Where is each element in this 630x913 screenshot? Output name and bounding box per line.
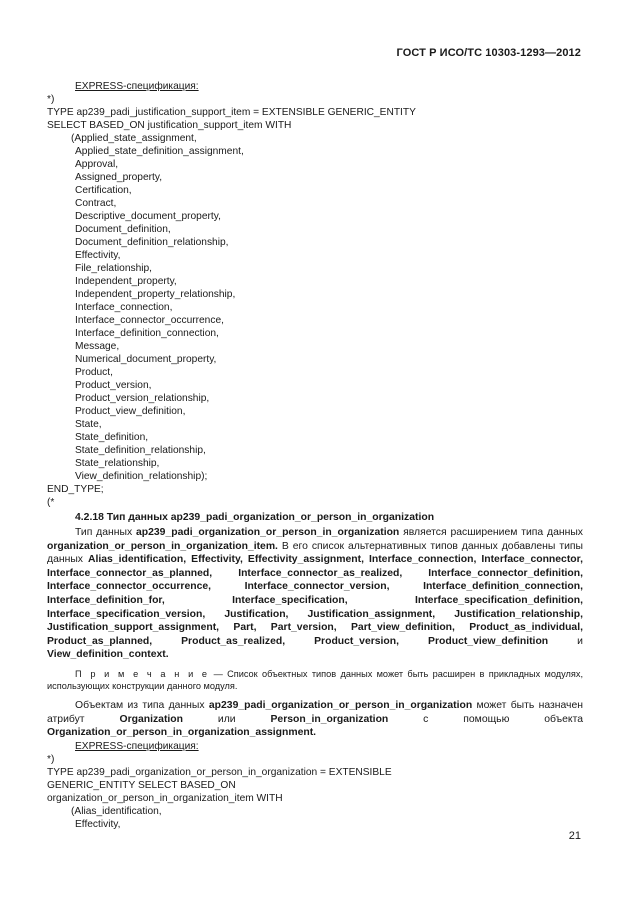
note-text: — Список объектных типов данных может быть расширен в прикладных модулях, использующих конструкции данного модуля.	[47, 668, 583, 692]
select-item: View_definition_relationship);	[75, 471, 208, 482]
section-paragraph: Тип данных ap239_padi_organization_or_person_in_organization является расширением типа данных organization_or_person_in_organization_item. В его список альтернативных типов данных добавлены типы данных Alias_identification, Effectivity, Effectivity_assignment, Interface_connection, Interface_connector, Interface_connector_as_planned, Interface_connector_as_realized, Interface_connector_definition, Interface_connector_occurrence, Interface_connector_version, Interface_definition_connection, Interface_definition_for, Interface_specification, Interface_specification_definition, Interface_specification_version, Justification, Justification_assignment, Justification_relationship, Justification_support_assignment, Part, Part_version, Part_view_definition, Product_as_individual, Product_as_planned, Product_as_realized, Product_version, Product_view_definition и View_definition_context.	[47, 527, 583, 661]
select-item: Contract,	[75, 198, 117, 209]
standard-header: ГОСТ Р ИСО/ТС 10303-1293—2012	[396, 47, 581, 59]
end-type: END_TYPE;	[47, 484, 104, 495]
note	[47, 668, 583, 693]
select-item: Interface_connector_occurrence,	[75, 315, 224, 326]
select-item: Document_definition_relationship,	[75, 237, 229, 248]
select-item: Interface_connection,	[75, 302, 173, 313]
type-name: ap239_padi_organization_or_person_in_organization	[135, 527, 400, 538]
select-item: State_definition_relationship,	[75, 445, 206, 456]
select-item: State_relationship,	[75, 458, 160, 469]
select-item: Numerical_document_property,	[75, 354, 217, 365]
attribute-name: Person_in_organization	[270, 713, 389, 725]
section-title: 4.2.18 Тип данных ap239_padi_organization_or_person_in_organization	[75, 512, 435, 523]
select-item: Product_version_relationship,	[75, 393, 210, 404]
type-name: ap239_padi_organization_or_person_in_organization	[208, 699, 473, 711]
select-item: Effectivity,	[75, 250, 121, 261]
select-item: Product_view_definition,	[75, 406, 186, 417]
select-item: Certification,	[75, 185, 132, 196]
base-type-name: organization_or_person_in_organization_item.	[47, 540, 278, 552]
select-item: Product,	[75, 367, 113, 378]
select-item: Independent_property_relationship,	[75, 289, 236, 300]
select-item: (Alias_identification,	[71, 805, 162, 817]
comment-open: (*	[47, 497, 55, 508]
express-spec-label: EXPRESS-спецификация:	[75, 740, 199, 752]
select-item: Independent_property,	[75, 276, 177, 287]
type-declaration-line: organization_or_person_in_organization_item WITH	[47, 792, 283, 804]
note-label: П р и м е ч а н и е	[75, 668, 210, 679]
select-item: Document_definition,	[75, 224, 171, 235]
select-item: Message,	[75, 341, 120, 352]
select-item: Approval,	[75, 159, 119, 170]
comment-close: *)	[47, 94, 55, 105]
express-spec-label: EXPRESS-спецификация:	[75, 81, 199, 92]
page-number: 21	[568, 830, 581, 842]
section-paragraph: Объектам из типа данных ap239_padi_organization_or_person_in_organization может быть назначен атрибут Organization или Person_in_organization с помощью объекта Organization_or_person_in_organization_assignment.	[47, 699, 584, 739]
assignment-object: Organization_or_person_in_organization_assignment.	[47, 727, 317, 739]
last-added-type: View_definition_context.	[47, 649, 169, 661]
select-item: Descriptive_document_property,	[75, 211, 221, 222]
type-declaration-line: GENERIC_ENTITY SELECT BASED_ON	[47, 779, 236, 791]
page-content	[47, 80, 583, 831]
select-item: Effectivity,	[75, 818, 121, 830]
select-item: Applied_state_definition_assignment,	[75, 146, 244, 157]
select-item: Assigned_property,	[75, 172, 163, 183]
select-item: (Applied_state_assignment,	[71, 133, 197, 144]
comment-close: *)	[47, 753, 55, 765]
type-declaration-line: TYPE ap239_padi_justification_support_item = EXTENSIBLE GENERIC_ENTITY	[47, 107, 416, 118]
select-item: State,	[75, 419, 102, 430]
type-declaration-line: SELECT BASED_ON justification_support_item WITH	[47, 120, 292, 131]
select-item: Interface_definition_connection,	[75, 328, 219, 339]
select-item: State_definition,	[75, 432, 149, 443]
type-declaration-line: TYPE ap239_padi_organization_or_person_in_organization = EXTENSIBLE	[47, 766, 392, 778]
select-item: File_relationship,	[75, 263, 153, 274]
select-item: Product_version,	[75, 380, 152, 391]
attribute-name: Organization	[119, 713, 183, 725]
added-types-list: Alias_identification, Effectivity, Effectivity_assignment, Interface_connection, Interface_connector, Interface_connector_as_planned, Interface_connector_as_realized, Interface_connector_definition, Interface_connector_occurrence, Interface_connector_version, Interface_definition_connection, Interface_definition_for, Interface_specification, Interface_specification_definition, Interface_specification_version, Justification, Justification_assignment, Justification_relationship, Justification_support_assignment, Part, Part_version, Part_view_definition, Product_as_individual, Product_as_planned, Product_as_realized, Product_version, Product_view_definition	[47, 554, 583, 647]
